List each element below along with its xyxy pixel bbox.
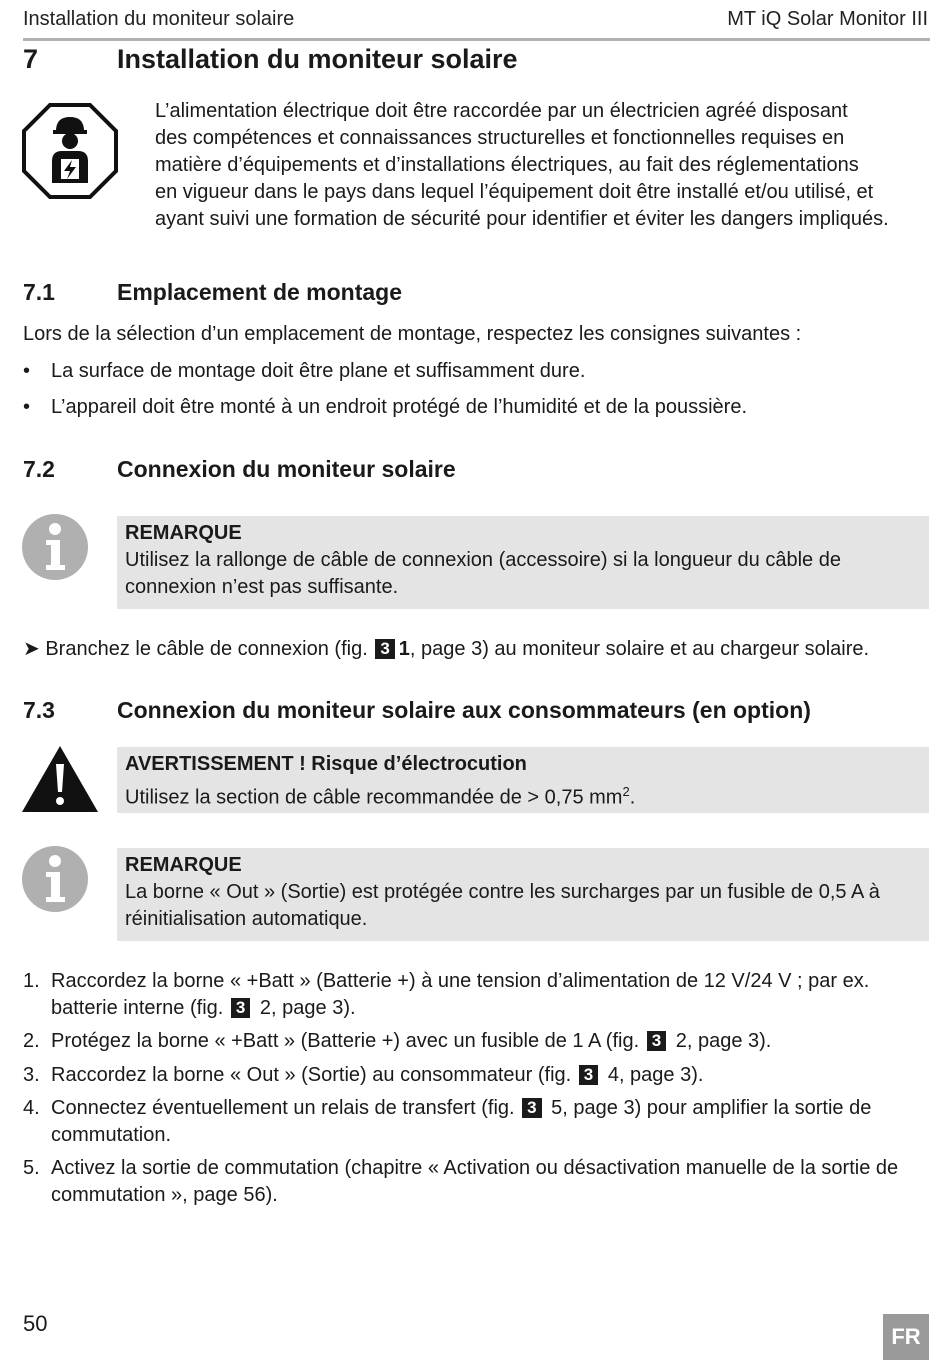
warning-box bbox=[117, 747, 929, 813]
running-header-title: Installation du moniteur solaire bbox=[23, 8, 295, 30]
step-text-main: Protégez la borne « +Batt » (Batterie +) avec un fusible de 1 A (fig. bbox=[51, 1030, 640, 1052]
note-line: Utilisez la rallonge de câble de connexion (accessoire) si la longueur du câble de bbox=[125, 549, 841, 571]
step-number: 2. bbox=[23, 1030, 40, 1052]
step-text-ref: 2, page 3). bbox=[254, 997, 356, 1019]
step-text-main: Connectez éventuellement un relais de transfert (fig. bbox=[51, 1097, 515, 1119]
electrician-notice-line: des compétences et connaissances structurelles et fonctionnelles requises en bbox=[155, 127, 845, 149]
step-text-main: Raccordez la borne « +Batt » (Batterie +) à une tension d’alimentation de 12 V/24 V ; par ex. batterie interne (fig. bbox=[51, 970, 870, 1019]
note-line: connexion n’est pas suffisante. bbox=[125, 576, 399, 598]
warning-superscript: 2 bbox=[622, 784, 630, 799]
page-number: 50 bbox=[23, 1311, 48, 1336]
action-text: , page 3) au moniteur solaire et au chargeur solaire. bbox=[409, 638, 870, 660]
figure-badge: 3 bbox=[647, 1031, 666, 1051]
section-7-3-number: 7.3 bbox=[23, 697, 55, 723]
step-text bbox=[51, 1028, 928, 1055]
section-7-2-title: Connexion du moniteur solaire bbox=[117, 456, 456, 482]
step-number: 4. bbox=[23, 1097, 40, 1119]
list-item bbox=[23, 1155, 928, 1209]
running-header-product: MT iQ Solar Monitor III bbox=[727, 8, 928, 30]
section-7-2-number: 7.2 bbox=[23, 456, 55, 482]
info-icon bbox=[22, 846, 88, 912]
list-item bbox=[23, 1095, 928, 1149]
section-7-title: Installation du moniteur solaire bbox=[117, 44, 518, 74]
warning-text-end: . bbox=[629, 786, 636, 809]
mounting-intro: Lors de la sélection d’un emplacement de montage, respectez les consignes suivantes : bbox=[23, 323, 802, 345]
note-line: réinitialisation automatique. bbox=[125, 908, 368, 930]
list-item bbox=[23, 1062, 928, 1089]
electrician-notice-line: matière d’équipements et d’installations électriques, au fait des réglementations bbox=[155, 154, 859, 176]
bullet-text: La surface de montage doit être plane et suffisamment dure. bbox=[51, 360, 586, 382]
step-text-ref: 4, page 3). bbox=[602, 1064, 704, 1086]
step-number: 5. bbox=[23, 1157, 40, 1179]
section-7-number: 7 bbox=[23, 44, 39, 74]
info-icon bbox=[22, 514, 88, 580]
figure-item-number: 1 bbox=[398, 638, 410, 660]
list-item bbox=[23, 968, 928, 1022]
language-badge: FR bbox=[883, 1314, 929, 1360]
electrician-notice-line: en vigueur dans le pays dans lequel l’équipement doit être installé et/ou utilisé, et bbox=[155, 181, 874, 203]
list-item: • L’appareil doit être monté à un endroit protégé de l’humidité et de la poussière. bbox=[23, 396, 748, 418]
action-step bbox=[23, 636, 869, 663]
figure-badge: 3 bbox=[231, 998, 250, 1018]
figure-badge: 3 bbox=[579, 1065, 598, 1085]
warning-text-main: Utilisez la section de câble recommandée de > 0,75 mm bbox=[125, 786, 623, 809]
list-item: • La surface de montage doit être plane et suffisamment dure. bbox=[23, 360, 586, 382]
step-text-main: Raccordez la borne « Out » (Sortie) au consommateur (fig. bbox=[51, 1064, 572, 1086]
bullet-text: L’appareil doit être monté à un endroit protégé de l’humidité et de la poussière. bbox=[51, 396, 748, 418]
note-title: REMARQUE bbox=[125, 522, 242, 544]
warning-text bbox=[125, 778, 921, 812]
section-7-1-number: 7.1 bbox=[23, 279, 55, 305]
section-7-3-title: Connexion du moniteur solaire aux consommateurs (en option) bbox=[117, 697, 811, 723]
note-box bbox=[117, 848, 929, 941]
electrician-notice-line: L’alimentation électrique doit être raccordée par un électricien agréé disposant bbox=[155, 100, 848, 122]
figure-badge: 3 bbox=[375, 639, 394, 659]
section-7-1-title: Emplacement de montage bbox=[117, 279, 403, 305]
electrician-warning-icon bbox=[22, 103, 118, 199]
step-text bbox=[51, 968, 928, 1022]
figure-badge: 3 bbox=[522, 1098, 541, 1118]
step-text-ref: 2, page 3). bbox=[670, 1030, 772, 1052]
warning-title: AVERTISSEMENT ! Risque d’électrocution bbox=[125, 753, 527, 775]
note-title: REMARQUE bbox=[125, 854, 242, 876]
note-box bbox=[117, 516, 929, 609]
action-text: Branchez le câble de connexion (fig. bbox=[45, 638, 368, 660]
step-text bbox=[51, 1095, 928, 1149]
list-item bbox=[23, 1028, 928, 1055]
step-number: 1. bbox=[23, 970, 40, 992]
electrician-notice bbox=[155, 98, 935, 233]
header-divider bbox=[23, 38, 930, 41]
note-line: La borne « Out » (Sortie) est protégée contre les surcharges par un fusible de 0,5 A à bbox=[125, 881, 880, 903]
electrician-notice-line: ayant suivi une formation de sécurité pour identifier et éviter les dangers impliqués. bbox=[155, 208, 889, 230]
step-text bbox=[51, 1062, 928, 1089]
step-text: Activez la sortie de commutation (chapitre « Activation ou désactivation manuelle de la sortie de commutation », page 56). bbox=[51, 1157, 899, 1206]
step-text-ref: 5, page 3) pour amplifier la sortie de commutation. bbox=[51, 1097, 872, 1146]
warning-triangle-icon bbox=[22, 746, 98, 812]
action-arrow-icon: ➤ bbox=[23, 638, 40, 660]
step-number: 3. bbox=[23, 1064, 40, 1086]
